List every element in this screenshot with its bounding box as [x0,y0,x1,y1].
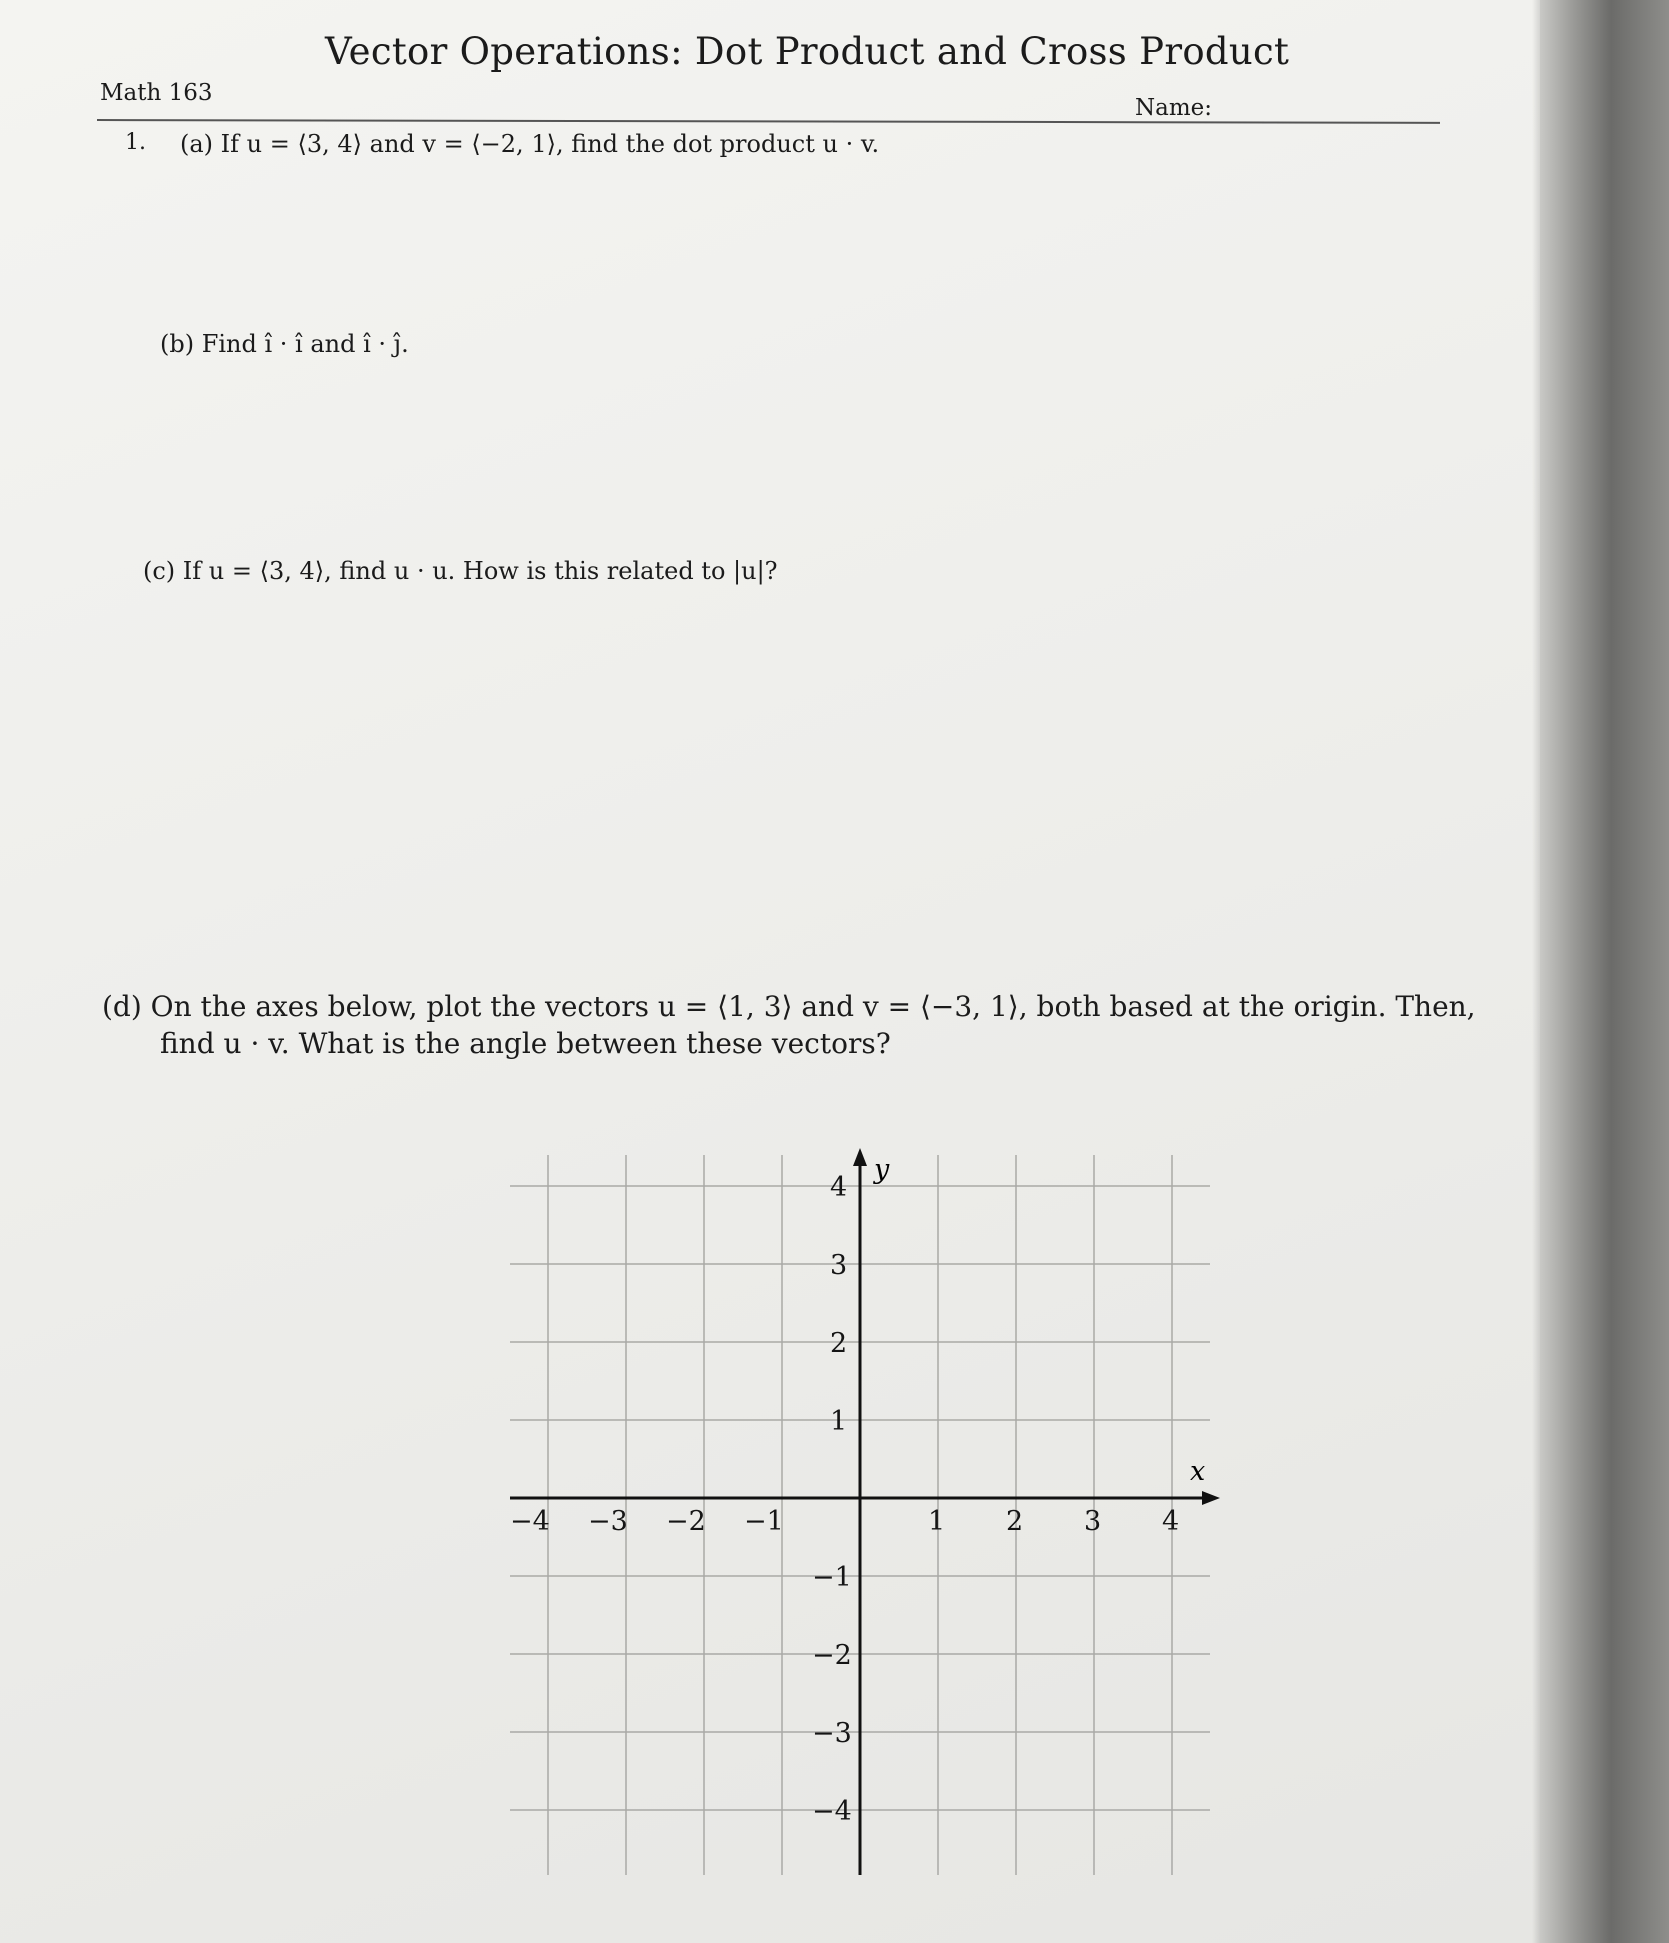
x-axis-arrow [1202,1491,1220,1505]
table-edge [1540,0,1669,1943]
question-b: (b) Find î · î and î · ĵ. [160,330,409,358]
x-tick-label: −1 [744,1506,784,1537]
worksheet-title: Vector Operations: Dot Product and Cross Product [325,30,1290,73]
question-d-line-1: (d) On the axes below, plot the vectors u = ⟨1, 3⟩ and v = ⟨−3, 1⟩, both based at the origin. Then, [102,990,1476,1023]
grid-svg [490,1140,1230,1890]
y-tick-label: 4 [830,1172,848,1203]
question-d-line-2: find u · v. What is the angle between these vectors? [160,1027,891,1060]
course-label: Math 163 [100,80,213,106]
x-axis-label: x [1190,1456,1206,1487]
y-tick-label: −4 [812,1796,852,1827]
y-tick-label: 2 [830,1328,848,1359]
question-a: (a) If u = ⟨3, 4⟩ and v = ⟨−2, 1⟩, find the dot product u · v. [180,130,880,158]
x-tick-label: −3 [588,1506,628,1537]
x-tick-label: 2 [1006,1506,1024,1537]
question-c: (c) If u = ⟨3, 4⟩, find u · u. How is this related to |u|? [143,557,778,585]
y-tick-label: −3 [812,1718,852,1749]
x-tick-label: −2 [666,1506,706,1537]
y-tick-label: −2 [812,1640,852,1671]
coordinate-grid [490,1140,1230,1890]
x-tick-label: −4 [510,1506,550,1537]
y-tick-label: 3 [830,1250,848,1281]
x-tick-label: 4 [1162,1506,1180,1537]
y-tick-label: 1 [830,1406,848,1437]
name-label: Name: [1135,95,1213,121]
y-axis-arrow [853,1148,867,1166]
x-tick-label: 3 [1084,1506,1102,1537]
problem-number: 1. [125,130,146,155]
y-tick-label: −1 [812,1562,852,1593]
y-axis-label: y [874,1154,890,1185]
x-tick-label: 1 [928,1506,946,1537]
